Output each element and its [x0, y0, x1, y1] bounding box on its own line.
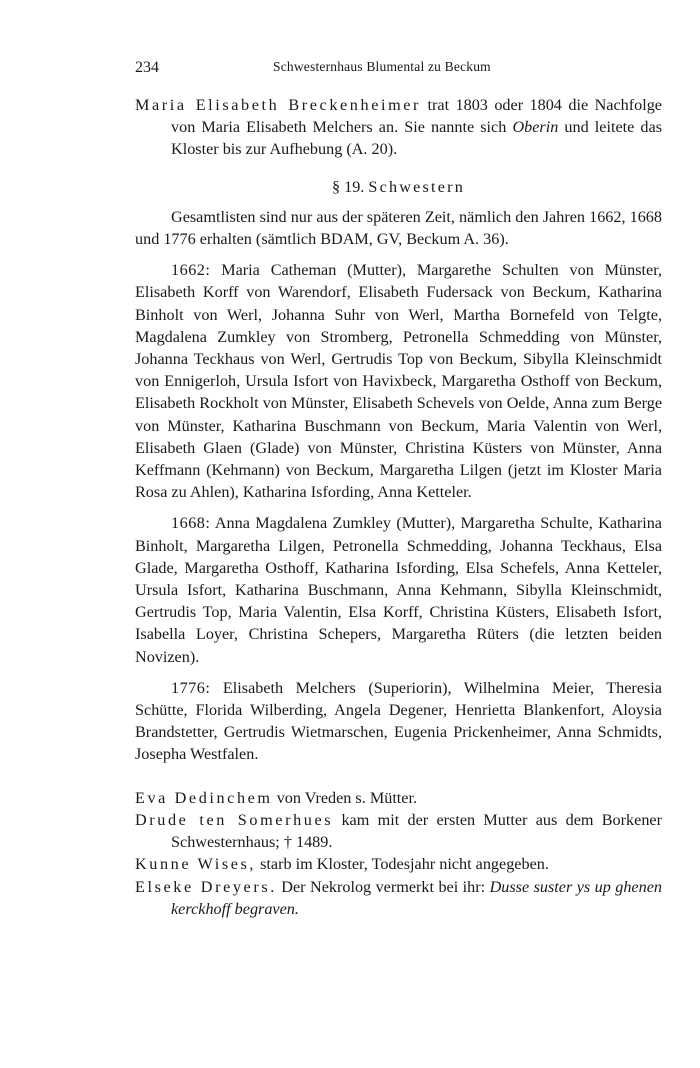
person-name: Kunne Wises,: [135, 855, 257, 874]
person-text: Der Nekrolog vermerkt bei ihr:: [276, 877, 490, 896]
person-entry: [135, 853, 662, 875]
year-list-1776: [135, 677, 662, 766]
entry-text-end: und leitete das Kloster bis zur Aufhebung (A. 20).: [171, 118, 662, 159]
year-list-text: Elisabeth Melchers (Superiorin), Wilhelmina Meier, Theresia Schütte, Florida Wilberding, Angela Degener, Henrietta Blankenfort, Aloysia Brandstetter, Gertrudis Wietmarschen, Eugenia Prickenheimer, Anna Schmidts, Josepha Westfalen.: [135, 678, 662, 764]
person-text: von Vreden s. Mütter.: [272, 788, 418, 807]
person-name: Eva Dedinchem: [135, 788, 273, 807]
year-list-text: Anna Magdalena Zumkley (Mutter), Margaretha Schulte, Katharina Binholt, Margaretha Lilgen, Petronella Schmedding, Johanna Teckhaus, Elsa Glade, Margaretha Osthoff, Katharina Isfording, Elsa Schefels, Anna Ketteler, Ursula Isfort, Katharina Buschmann, Anna Kehmann, Sibylla Kleinschmidt, Gertrudis Top, Maria Valentin, Elsa Korff, Christina Küsters, Elisabeth Isfort, Isabella Loyer, Christina Schepers, Margaretha Rüters (die letzten beiden Novizen).: [135, 514, 662, 666]
entry-text: trat 1803 oder 1804 die Nachfolge von Maria Elisabeth Melchers an. Sie nannte sich: [171, 96, 662, 137]
year-list-1668: [135, 512, 662, 667]
year-label: 1662:: [171, 261, 211, 280]
year-label: 1776:: [171, 678, 211, 697]
person-entry: [135, 787, 662, 809]
entry-name: Maria Elisabeth Breckenheimer: [135, 96, 422, 114]
page-number: 234: [135, 59, 159, 76]
person-name: Drude ten Somerhues: [135, 810, 334, 829]
necrology-quote: Dusse suster ys up ghenen kerckhoff begraven.: [171, 877, 662, 918]
year-lists: [135, 259, 662, 765]
entry-title-word: Oberin: [512, 118, 559, 137]
year-label: 1668:: [171, 514, 211, 533]
section-number: § 19.: [331, 177, 365, 196]
person-text: starb im Kloster, Todesjahr nicht angegeben.: [256, 855, 549, 874]
person-name: Elseke Dreyers.: [135, 877, 277, 896]
section-heading: [135, 176, 662, 198]
section-title: Schwestern: [368, 177, 466, 196]
intro-paragraph: Gesamtlisten sind nur aus der späteren Zeit, nämlich den Jahren 1662, 1668 und 1776 erhalten (sämtlich BDAM, GV, Beckum A. 36).: [135, 207, 662, 249]
person-entry: [135, 809, 662, 853]
year-list-1662: [135, 259, 662, 503]
person-text: kam mit der ersten Mutter aus dem Borkener Schwesternhaus; † 1489.: [171, 810, 662, 852]
intro-entry: [135, 94, 662, 161]
running-title: Schwesternhaus Blumental zu Beckum: [273, 59, 491, 74]
page-body: [135, 94, 662, 920]
person-entries: [135, 787, 662, 920]
person-entry: [135, 876, 662, 920]
page-header: [135, 59, 661, 81]
year-list-text: Maria Catheman (Mutter), Margarethe Schulten von Münster, Elisabeth Korff von Warendorf, Elisabeth Fudersack von Beckum, Katharina Binholt von Werl, Johanna Suhr von Werl, Martha Bornefeld von Telgte, Magdalena Zumkley von Stromberg, Petronella Schmedding von Münster, Johanna Teckhaus von Werl, Gertrudis Top von Beckum, Sibylla Kleinschmidt von Ennigerloh, Ursula Isfort von Havixbeck, Margaretha Osthoff von Beckum, Elisabeth Rockholt von Münster, Elisabeth Schevels von Oelde, Anna zum Berge von Münster, Katharina Buschmann von Beckum, Maria Valentin von Werl, Elisabeth Glaen (Glade) von Münster, Christina Küsters von Münster, Anna Keffmann (Kehmann) von Beckum, Margaretha Lilgen (jetzt im Kloster Maria Rosa zu Ahlen), Katharina Isfording, Anna Ketteler.: [135, 261, 662, 502]
